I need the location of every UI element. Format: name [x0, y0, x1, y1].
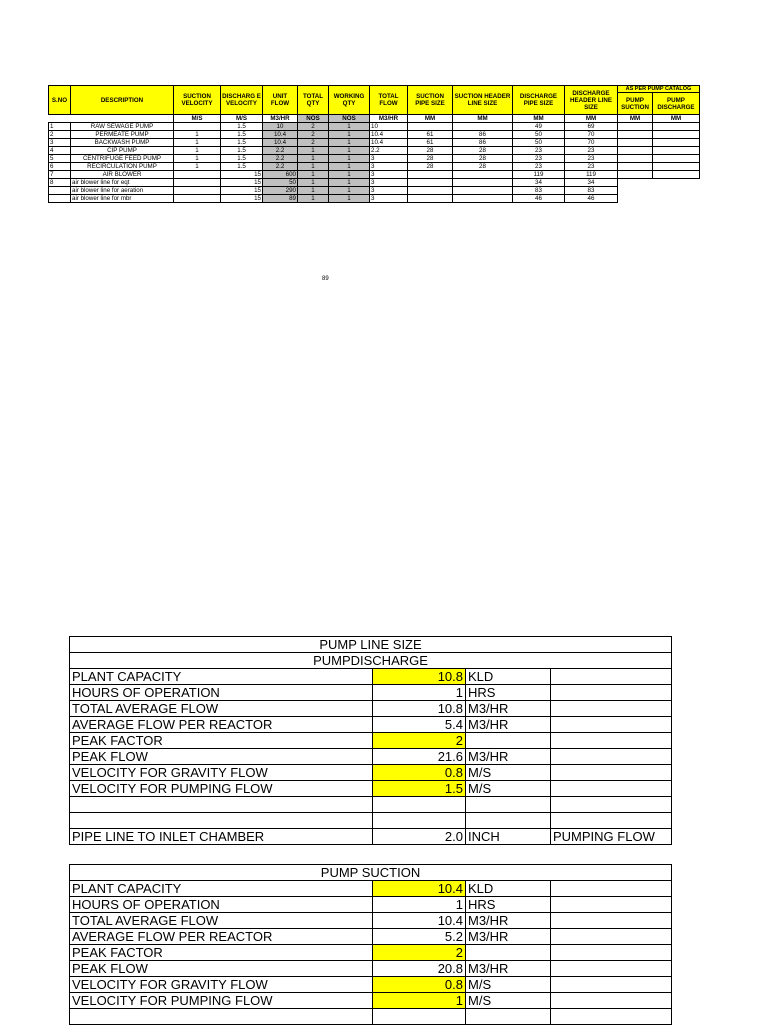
cell-tq: 1	[298, 187, 329, 195]
cell-sno: 2	[49, 131, 71, 139]
cell-empty	[653, 123, 700, 131]
table-row	[49, 139, 700, 147]
cell-uf: 10.4	[263, 139, 298, 147]
calc-row	[70, 913, 672, 929]
cell-shl	[453, 171, 513, 179]
pump-line-size-title: PUMP LINE SIZE	[70, 637, 672, 653]
calc-unit: INCH	[466, 829, 551, 845]
cell-empty	[653, 187, 700, 195]
unit-cell: M3/HR	[370, 115, 408, 123]
cell-uf: 2.2	[263, 155, 298, 163]
cell-empty	[618, 139, 653, 147]
cell-empty	[653, 163, 700, 171]
cell-tf: 3	[370, 179, 408, 187]
header-total-flow: TOTAL FLOW	[370, 86, 408, 115]
calc-note	[551, 961, 672, 977]
calc-label: AVERAGE FLOW PER REACTOR	[70, 717, 373, 733]
calc-value: 1	[373, 993, 466, 1009]
unit-cell: MM	[453, 115, 513, 123]
calc-row	[70, 897, 672, 913]
cell-wq: 1	[329, 123, 370, 131]
table-row	[49, 179, 700, 187]
unit-cell: MM	[618, 115, 653, 123]
cell-empty	[618, 195, 653, 203]
cell-empty	[618, 147, 653, 155]
unit-cell: M/S	[221, 115, 263, 123]
cell-shl	[453, 123, 513, 131]
cell-desc: air blower line for eqt	[71, 179, 174, 187]
calc-note	[551, 913, 672, 929]
calc-label: TOTAL AVERAGE FLOW	[70, 913, 373, 929]
calc-note	[551, 1009, 672, 1025]
cell-dhl: 119	[565, 171, 618, 179]
cell-desc: CENTRIFUGE FEED PUMP	[71, 155, 174, 163]
cell-empty	[618, 187, 653, 195]
calc-row	[70, 685, 672, 701]
calc-unit	[466, 945, 551, 961]
cell-sv: 1	[174, 163, 221, 171]
calc-value	[373, 813, 466, 829]
unit-cell: NOS	[329, 115, 370, 123]
cell-tq: 2	[298, 139, 329, 147]
table-row	[49, 163, 700, 171]
calc-unit	[466, 1009, 551, 1025]
cell-dv: 1.5	[221, 131, 263, 139]
calc-label: PEAK FACTOR	[70, 733, 373, 749]
cell-wq: 1	[329, 171, 370, 179]
cell-sno: 8	[49, 179, 71, 187]
cell-wq: 1	[329, 147, 370, 155]
cell-dps: 50	[513, 131, 565, 139]
cell-sps: 28	[408, 155, 453, 163]
header-working-qty: WORKING QTY	[329, 86, 370, 115]
cell-dhl: 83	[565, 187, 618, 195]
calc-label: VELOCITY FOR PUMPING FLOW	[70, 993, 373, 1009]
cell-empty	[618, 171, 653, 179]
calc-value	[373, 797, 466, 813]
calc-unit: M3/HR	[466, 717, 551, 733]
cell-tq: 1	[298, 163, 329, 171]
cell-tq: 1	[298, 171, 329, 179]
calc-row	[70, 1009, 672, 1025]
cell-sno: 4	[49, 147, 71, 155]
calc-note	[551, 749, 672, 765]
cell-tq: 1	[298, 147, 329, 155]
cell-shl: 28	[453, 155, 513, 163]
cell-dhl: 69	[565, 123, 618, 131]
cell-dps: 23	[513, 155, 565, 163]
unit-cell: MM	[408, 115, 453, 123]
cell-uf: 89	[263, 195, 298, 203]
cell-dv: 1.5	[221, 123, 263, 131]
calc-value: 10.8	[373, 669, 466, 685]
cell-dv: 15	[221, 187, 263, 195]
header-as-per-pump-catalog: AS PER PUMP CATALOG	[618, 86, 700, 93]
calc-value: 1	[373, 897, 466, 913]
cell-uf: 600	[263, 171, 298, 179]
cell-uf: 2.2	[263, 163, 298, 171]
cell-wq: 1	[329, 139, 370, 147]
calc-unit: HRS	[466, 685, 551, 701]
calc-value	[373, 1009, 466, 1025]
cell-empty	[653, 179, 700, 187]
cell-sv: 1	[174, 155, 221, 163]
unit-cell: MM	[653, 115, 700, 123]
calc-row	[70, 717, 672, 733]
cell-empty	[653, 155, 700, 163]
calc-value: 5.2	[373, 929, 466, 945]
calc-value: 5.4	[373, 717, 466, 733]
calc-label	[70, 813, 373, 829]
calc-note: PUMPING FLOW	[551, 829, 672, 845]
cell-tf: 3	[370, 163, 408, 171]
cell-empty	[653, 195, 700, 203]
cell-sps	[408, 123, 453, 131]
calc-row	[70, 929, 672, 945]
cell-wq: 1	[329, 131, 370, 139]
calc-label: HOURS OF OPERATION	[70, 897, 373, 913]
cell-dv: 1.5	[221, 163, 263, 171]
cell-tq: 1	[298, 155, 329, 163]
calc-note	[551, 945, 672, 961]
calc-value: 1	[373, 685, 466, 701]
calc-unit	[466, 797, 551, 813]
cell-sps	[408, 187, 453, 195]
header-description: DESCRIPTION	[71, 86, 174, 115]
calc-row	[70, 961, 672, 977]
calc-unit: M3/HR	[466, 749, 551, 765]
cell-tf: 10	[370, 123, 408, 131]
calc-unit: HRS	[466, 897, 551, 913]
cell-shl: 28	[453, 147, 513, 155]
cell-desc: PERMEATE PUMP	[71, 131, 174, 139]
calc-row	[70, 765, 672, 781]
calc-label: PIPE LINE TO INLET CHAMBER	[70, 829, 373, 845]
cell-empty	[618, 123, 653, 131]
cell-sv: 1	[174, 147, 221, 155]
cell-tq: 2	[298, 123, 329, 131]
calc-label: TOTAL AVERAGE FLOW	[70, 701, 373, 717]
calc-note	[551, 993, 672, 1009]
calc-label: PEAK FLOW	[70, 749, 373, 765]
cell-tq: 1	[298, 179, 329, 187]
cell-sno: 6	[49, 163, 71, 171]
cell-sps: 61	[408, 131, 453, 139]
pump-discharge-subtitle: PUMPDISCHARGE	[70, 653, 672, 669]
cell-sv	[174, 171, 221, 179]
header-suction-velocity: SUCTION VELOCITY	[174, 86, 221, 115]
cell-tf: 3	[370, 155, 408, 163]
calc-unit: KLD	[466, 881, 551, 897]
cell-sv	[174, 179, 221, 187]
table-row	[49, 187, 700, 195]
cell-sv: 1	[174, 139, 221, 147]
cell-uf: 10.4	[263, 131, 298, 139]
cell-shl	[453, 179, 513, 187]
cell-wq: 1	[329, 163, 370, 171]
calc-row	[70, 945, 672, 961]
stray-cell-value: 89	[322, 276, 329, 282]
cell-uf: 50	[263, 179, 298, 187]
calc-unit: M/S	[466, 993, 551, 1009]
cell-shl: 86	[453, 139, 513, 147]
unit-cell: MM	[513, 115, 565, 123]
calc-note	[551, 701, 672, 717]
cell-shl	[453, 187, 513, 195]
cell-sps	[408, 195, 453, 203]
calc-label: VELOCITY FOR PUMPING FLOW	[70, 781, 373, 797]
cell-uf: 2.2	[263, 147, 298, 155]
cell-uf: 290	[263, 187, 298, 195]
cell-wq: 1	[329, 179, 370, 187]
cell-tf: 3	[370, 171, 408, 179]
unit-cell: M3/HR	[263, 115, 298, 123]
calc-label: PEAK FLOW	[70, 961, 373, 977]
calc-unit	[466, 813, 551, 829]
cell-sno: 1	[49, 123, 71, 131]
calc-unit: M/S	[466, 765, 551, 781]
calc-value: 2	[373, 733, 466, 749]
calc-note	[551, 733, 672, 749]
cell-empty	[653, 147, 700, 155]
cell-dhl: 46	[565, 195, 618, 203]
calc-value: 20.8	[373, 961, 466, 977]
cell-dv: 1.5	[221, 139, 263, 147]
cell-empty	[653, 139, 700, 147]
cell-empty	[653, 131, 700, 139]
cell-desc: AIR BLOWER	[71, 171, 174, 179]
calc-row	[70, 781, 672, 797]
calc-label	[70, 1009, 373, 1025]
cell-dhl: 34	[565, 179, 618, 187]
calc-unit: M3/HR	[466, 913, 551, 929]
cell-dv: 15	[221, 195, 263, 203]
table-row	[49, 195, 700, 203]
cell-dhl: 70	[565, 139, 618, 147]
calc-note	[551, 685, 672, 701]
cell-tf: 3	[370, 187, 408, 195]
calc-unit: M3/HR	[466, 701, 551, 717]
cell-sno: 7	[49, 171, 71, 179]
cell-tf: 2.2	[370, 147, 408, 155]
calc-row	[70, 733, 672, 749]
calc-unit: M3/HR	[466, 961, 551, 977]
calc-unit: M/S	[466, 781, 551, 797]
cell-dps: 46	[513, 195, 565, 203]
pump-schedule-table	[48, 85, 700, 203]
cell-dhl: 23	[565, 147, 618, 155]
header-discharge-velocity: DISCHARG E VELOCITY	[221, 86, 263, 115]
cell-sv: 1	[174, 131, 221, 139]
cell-dv: 1.5	[221, 155, 263, 163]
calc-unit: M/S	[466, 977, 551, 993]
calc-value: 10.8	[373, 701, 466, 717]
calc-note	[551, 669, 672, 685]
cell-wq: 1	[329, 155, 370, 163]
calc-value: 1.5	[373, 781, 466, 797]
table-row	[49, 147, 700, 155]
header-discharge-pipe-size: DISCHARGE PIPE SIZE	[513, 86, 565, 115]
cell-sno: 5	[49, 155, 71, 163]
header-suction-header-line-size: SUCTION HEADER LINE SIZE	[453, 86, 513, 115]
cell-uf: 10	[263, 123, 298, 131]
cell-sps: 28	[408, 147, 453, 155]
cell-dps: 83	[513, 187, 565, 195]
cell-dv: 15	[221, 179, 263, 187]
cell-sps	[408, 171, 453, 179]
calc-note	[551, 717, 672, 733]
calc-row	[70, 749, 672, 765]
cell-dv: 1.5	[221, 147, 263, 155]
unit-cell: M/S	[174, 115, 221, 123]
unit-cell: MM	[565, 115, 618, 123]
cell-tq: 2	[298, 131, 329, 139]
table-row	[49, 171, 700, 179]
calc-note	[551, 765, 672, 781]
calc-note	[551, 797, 672, 813]
cell-dhl: 70	[565, 131, 618, 139]
calc-label: VELOCITY FOR GRAVITY FLOW	[70, 765, 373, 781]
calc-note	[551, 929, 672, 945]
cell-dhl: 23	[565, 163, 618, 171]
calc-row	[70, 977, 672, 993]
cell-empty	[618, 131, 653, 139]
calc-note	[551, 897, 672, 913]
cell-dps: 49	[513, 123, 565, 131]
calc-row	[70, 797, 672, 813]
header-pump-discharge: PUMP DISCHARGE	[653, 93, 700, 115]
cell-desc: RECIRCULATION PUMP	[71, 163, 174, 171]
cell-tq: 1	[298, 195, 329, 203]
cell-sv	[174, 187, 221, 195]
calc-value: 0.8	[373, 977, 466, 993]
cell-dhl: 23	[565, 155, 618, 163]
header-pump-suction: PUMP SUCTION	[618, 93, 653, 115]
header-unit-flow: UNIT FLOW	[263, 86, 298, 115]
cell-wq: 1	[329, 187, 370, 195]
calc-label: VELOCITY FOR GRAVITY FLOW	[70, 977, 373, 993]
cell-dps: 23	[513, 163, 565, 171]
calc-row	[70, 669, 672, 685]
cell-empty	[618, 163, 653, 171]
pump-suction-title: PUMP SUCTION	[70, 865, 672, 881]
cell-tf: 10.4	[370, 139, 408, 147]
cell-tf: 10.4	[370, 131, 408, 139]
pump-discharge-table	[69, 636, 672, 845]
calc-label: AVERAGE FLOW PER REACTOR	[70, 929, 373, 945]
calc-unit	[466, 733, 551, 749]
cell-empty	[618, 179, 653, 187]
calc-label	[70, 797, 373, 813]
calc-row	[70, 881, 672, 897]
cell-dps: 23	[513, 147, 565, 155]
cell-sno	[49, 187, 71, 195]
calc-row	[70, 829, 672, 845]
calc-value: 10.4	[373, 881, 466, 897]
calc-label: HOURS OF OPERATION	[70, 685, 373, 701]
unit-cell: NOS	[298, 115, 329, 123]
cell-desc: BACKWASH PUMP	[71, 139, 174, 147]
calc-row	[70, 813, 672, 829]
cell-dps: 119	[513, 171, 565, 179]
header-suction-pipe-size: SUCTION PIPE SIZE	[408, 86, 453, 115]
cell-empty	[653, 171, 700, 179]
calc-label: PEAK FACTOR	[70, 945, 373, 961]
cell-sps: 28	[408, 163, 453, 171]
cell-sps: 61	[408, 139, 453, 147]
cell-dv: 15	[221, 171, 263, 179]
header-total-qty: TOTAL QTY	[298, 86, 329, 115]
calc-row	[70, 701, 672, 717]
cell-shl: 86	[453, 131, 513, 139]
cell-sno	[49, 195, 71, 203]
cell-desc: RAW SEWAGE PUMP	[71, 123, 174, 131]
cell-shl	[453, 195, 513, 203]
cell-empty	[618, 155, 653, 163]
cell-tf: 3	[370, 195, 408, 203]
cell-desc: air blower line for mbr	[71, 195, 174, 203]
table-row	[49, 155, 700, 163]
calc-label: PLANT CAPACITY	[70, 669, 373, 685]
cell-desc: CIP PUMP	[71, 147, 174, 155]
calc-value: 21.6	[373, 749, 466, 765]
calc-value: 2.0	[373, 829, 466, 845]
calc-note	[551, 881, 672, 897]
calc-value: 0.8	[373, 765, 466, 781]
table-row	[49, 123, 700, 131]
cell-dps: 34	[513, 179, 565, 187]
cell-wq: 1	[329, 195, 370, 203]
calc-row	[70, 993, 672, 1009]
cell-sno: 3	[49, 139, 71, 147]
calc-unit: KLD	[466, 669, 551, 685]
cell-desc: air blower line for aeration	[71, 187, 174, 195]
cell-shl: 28	[453, 163, 513, 171]
cell-sv	[174, 195, 221, 203]
units-row	[49, 115, 700, 123]
cell-sv	[174, 123, 221, 131]
cell-dps: 50	[513, 139, 565, 147]
calc-note	[551, 813, 672, 829]
calc-unit: M3/HR	[466, 929, 551, 945]
cell-sps	[408, 179, 453, 187]
header-sno: S.NO	[49, 86, 71, 115]
calc-note	[551, 781, 672, 797]
table-row	[49, 131, 700, 139]
calc-value: 2	[373, 945, 466, 961]
calc-note	[551, 977, 672, 993]
header-discharge-header-line-size: DISCHARGE HEADER LINE SIZE	[565, 86, 618, 115]
calc-value: 10.4	[373, 913, 466, 929]
pump-suction-table	[69, 864, 672, 1025]
calc-label: PLANT CAPACITY	[70, 881, 373, 897]
